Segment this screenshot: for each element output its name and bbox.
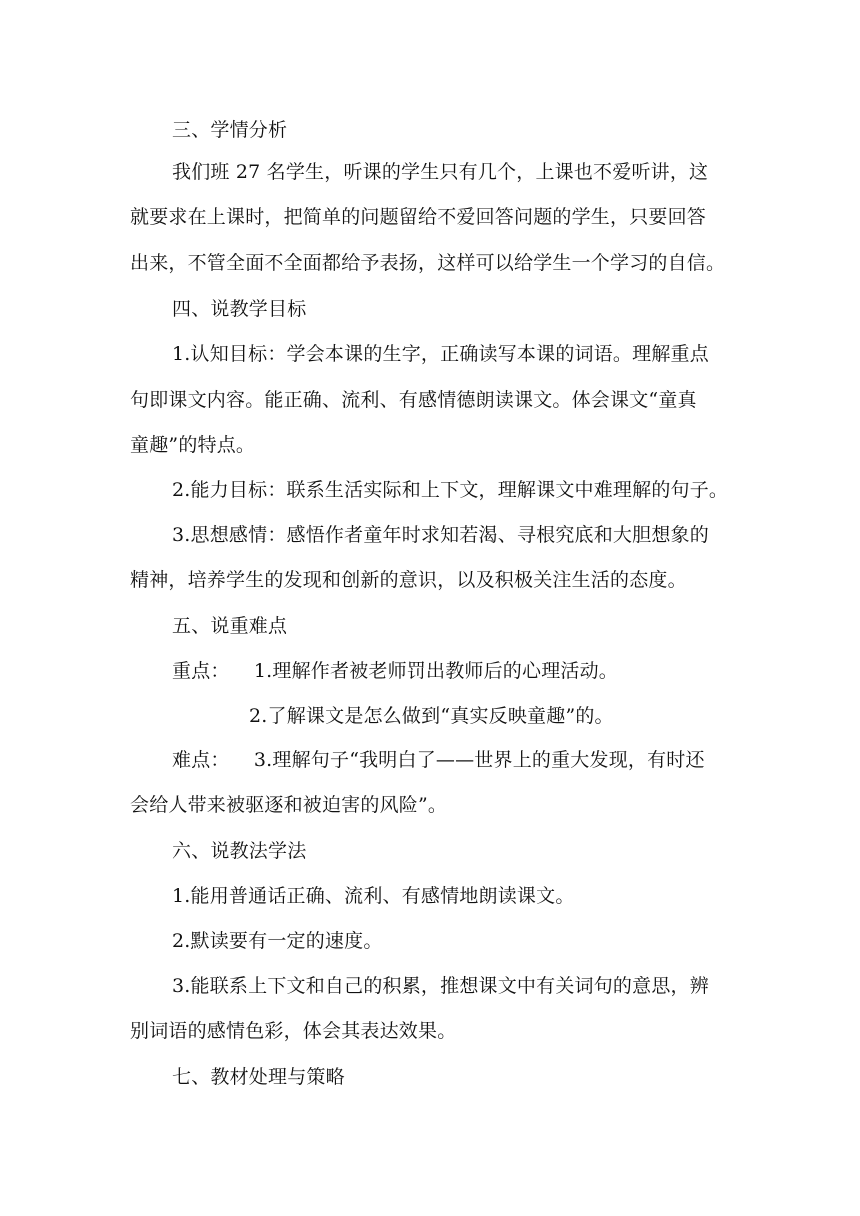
paragraph-line xyxy=(172,160,730,184)
paragraph-line xyxy=(249,704,849,728)
difficult-label: 难点： xyxy=(172,749,230,771)
paragraph-line xyxy=(130,1019,730,1043)
paragraph-line xyxy=(172,523,772,547)
paragraph-line xyxy=(172,748,772,772)
section-heading-3: 三、学情分析 xyxy=(172,119,288,141)
paragraph-line xyxy=(130,205,730,229)
text-line: 2.能力目标：联系生活实际和上下文，理解课文中难理解的句子。 xyxy=(172,479,729,501)
paragraph-line xyxy=(172,478,772,502)
paragraph-line xyxy=(172,974,772,998)
section-heading-5: 五、说重难点 xyxy=(172,615,288,637)
paragraph-line xyxy=(172,884,772,908)
text-line: 3.能联系上下文和自己的积累，推想课文中有关词句的意思，辨 xyxy=(172,975,709,997)
key-label: 重点： xyxy=(172,660,230,682)
text-line: 就要求在上课时，把简单的问题留给不爱回答问题的学生，只要回答 xyxy=(130,206,707,228)
text-line: 2.默读要有一定的速度。 xyxy=(172,930,383,952)
paragraph-line xyxy=(172,659,772,683)
paragraph-line xyxy=(130,251,730,275)
paragraph-line xyxy=(130,388,730,412)
difficult-item: 3.理解句子“我明白了——世界上的重大发现，有时还 xyxy=(253,749,705,771)
paragraph-line xyxy=(130,568,730,592)
section-heading-4: 四、说教学目标 xyxy=(172,298,307,320)
paragraph-line xyxy=(130,793,730,817)
paragraph-line xyxy=(172,342,772,366)
text-line: 精神，培养学生的发现和创新的意识，以及积极关注生活的态度。 xyxy=(130,569,687,591)
paragraph-line xyxy=(172,929,772,953)
text-line: 3.思想感情：感悟作者童年时求知若渴、寻根究底和大胆想象的 xyxy=(172,524,709,546)
section-heading-7: 七、教材处理与策略 xyxy=(172,1066,345,1088)
text-line: 别词语的感情色彩，体会其表达效果。 xyxy=(130,1020,457,1042)
text-line: 童趣”的特点。 xyxy=(130,434,256,456)
text-line: 1.能用普通话正确、流利、有感情地朗读课文。 xyxy=(172,885,575,907)
section-heading-6: 六、说教法学法 xyxy=(172,840,307,862)
text-line: 我们班 27 名学生，听课的学生只有几个，上课也不爱听讲，这 xyxy=(172,161,709,183)
difficult-item-cont: 会给人带来被驱逐和被迫害的风险”。 xyxy=(130,794,448,816)
key-item: 1.理解作者被老师罚出教师后的心理活动。 xyxy=(253,660,618,682)
key-item: 2.了解课文是怎么做到“真实反映童趣”的。 xyxy=(249,705,614,727)
text-line: 出来，不管全面不全面都给予表扬，这样可以给学生一个学习的自信。 xyxy=(130,252,726,274)
paragraph-line xyxy=(130,433,730,457)
text-line: 1.认知目标：学会本课的生字，正确读写本课的词语。理解重点 xyxy=(172,343,709,365)
text-line: 句即课文内容。能正确、流利、有感情德朗读课文。体会课文“童真 xyxy=(130,389,697,411)
